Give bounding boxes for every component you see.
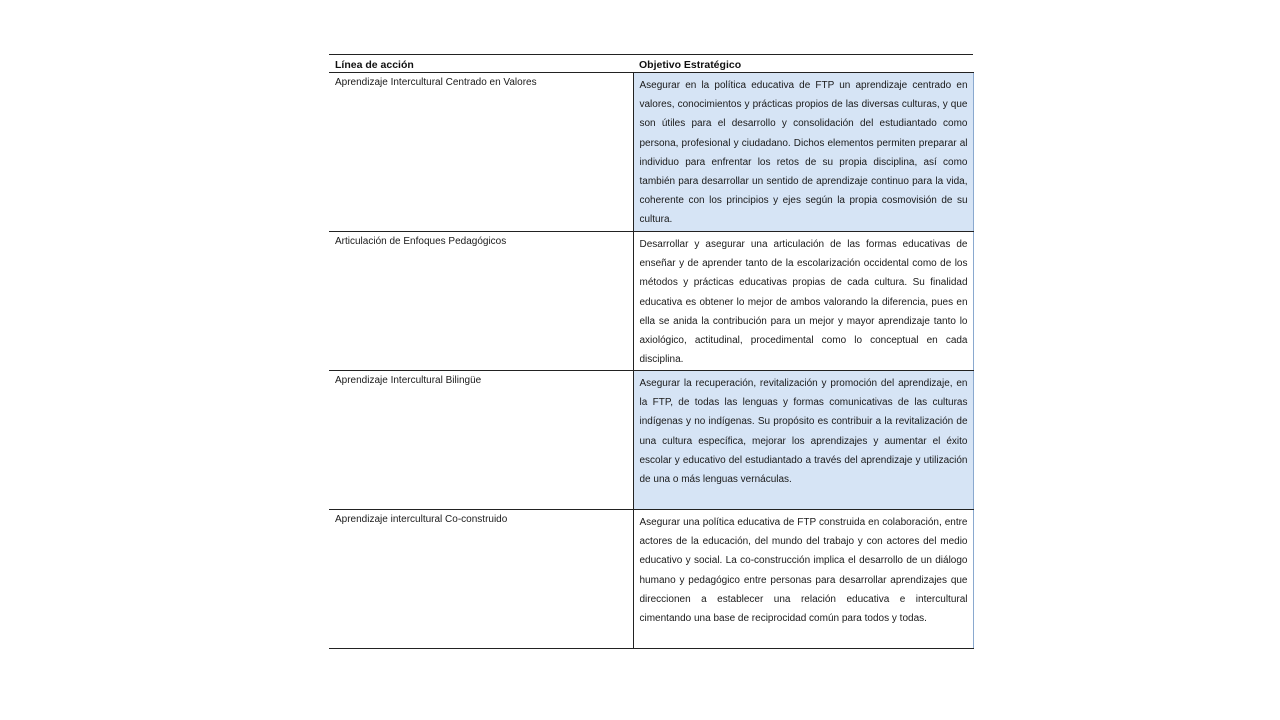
table-row — [329, 232, 973, 371]
header-strategic-objective: Objetivo Estratégico — [633, 55, 973, 73]
line-of-action-cell: Articulación de Enfoques Pedagógicos — [329, 232, 633, 371]
strategy-table — [329, 54, 974, 649]
objective-cell: Asegurar una política educativa de FTP construida en colaboración, entre actores de la educación, del mundo del trabajo y con actores del medio educativo y social. La co-construcción implica el desarrollo de un diálogo humano y pedagógico entre personas para desarrollar aprendizajes que direccionen a establecer una relación educativa e intercultural cimentando una base de reciprocidad común para todos y todas. — [633, 510, 973, 649]
line-of-action-cell: Aprendizaje Intercultural Bilingüe — [329, 371, 633, 510]
header-line-of-action: Línea de acción — [329, 55, 633, 73]
objective-cell: Asegurar la recuperación, revitalización y promoción del aprendizaje, en la FTP, de todas las lenguas y formas comunicativas de las culturas indígenas y no indígenas. Su propósito es contribuir a la revitalización de una cultura específica, mejorar los aprendizajes y aumentar el éxito escolar y educativo del estudiantado a través del aprendizaje y utilización de una o más lenguas vernáculas. — [633, 371, 973, 510]
table-row — [329, 73, 973, 232]
table-header-row — [329, 55, 973, 73]
objective-cell: Desarrollar y asegurar una articulación de las formas educativas de enseñar y de aprender tanto de la escolarización occidental como de los métodos y prácticas educativas propias de cada cultura. Su finalidad educativa es obtener lo mejor de ambos valorando la diferencia, pues en ella se anida la contribución para un mejor y mayor aprendizaje tanto lo axiológico, actitudinal, procedimental como lo conceptual en cada disciplina. — [633, 232, 973, 371]
table-row — [329, 510, 973, 649]
objective-cell: Asegurar en la política educativa de FTP un aprendizaje centrado en valores, conocimientos y prácticas propios de las diversas culturas, y que son útiles para el desarrollo y consolidación del estudiantado como persona, profesional y ciudadano. Dichos elementos permiten preparar al individuo para enfrentar los retos de su propia disciplina, así como también para desarrollar un sentido de aprendizaje continuo para la vida, coherente con los principios y ejes según la propia cosmovisión de su cultura. — [633, 73, 973, 232]
line-of-action-cell: Aprendizaje Intercultural Centrado en Valores — [329, 73, 633, 232]
line-of-action-cell: Aprendizaje intercultural Co-construido — [329, 510, 633, 649]
table-row — [329, 371, 973, 510]
